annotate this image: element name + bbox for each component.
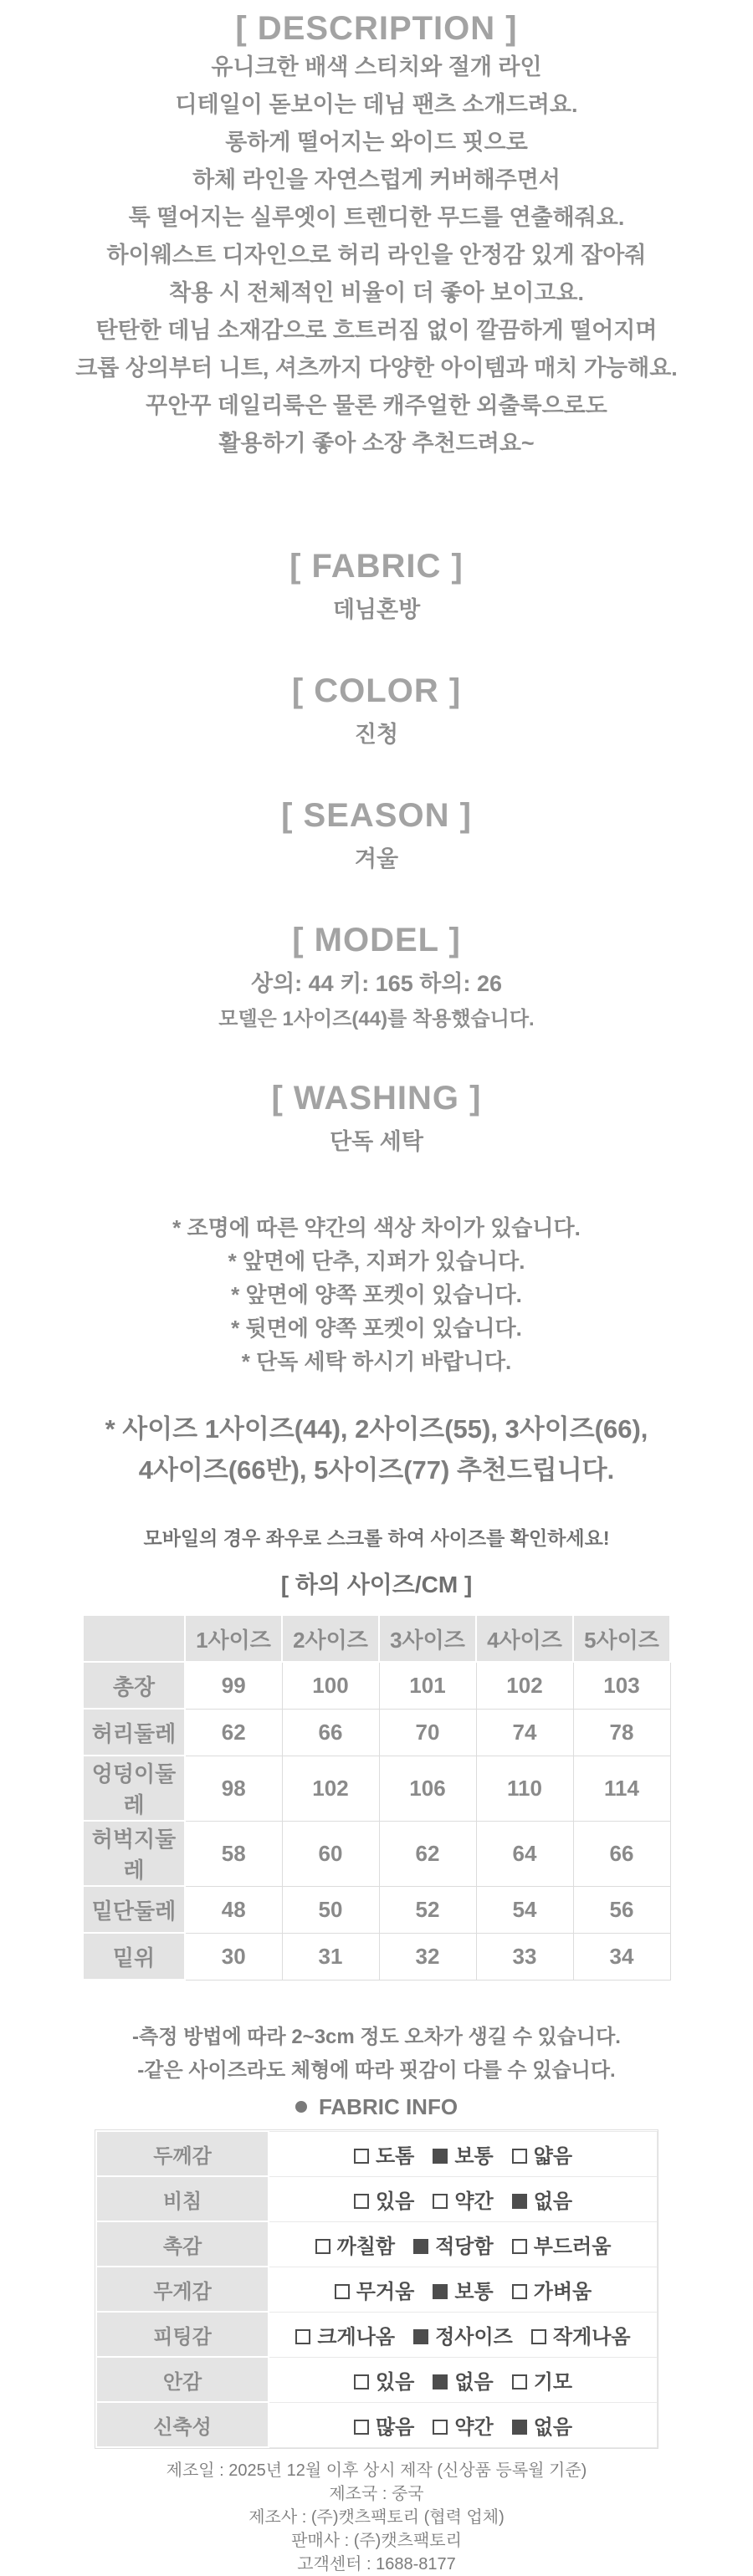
description-line: 탄탄한 데님 소재감으로 흐트러짐 없이 깔끔하게 떨어지며 [95,318,658,343]
size-table-cell: 34 [573,1933,670,1980]
size-table-row [83,1821,670,1886]
size-table-row-label: 밑단둘레 [83,1886,185,1933]
fabric-info-option-label: 약간 [454,2190,494,2213]
size-table-cell: 101 [379,1662,476,1709]
fabric-info-option [433,2371,493,2394]
size-table-row-label: 엉덩이둘레 [83,1756,185,1821]
fabric-info-option-label: 적당함 [435,2235,494,2258]
fabric-info-row [96,2131,658,2176]
manufacturing-info-line: 판매사 : (주)캣츠팩토리 [291,2532,462,2550]
checkbox-unchecked-icon [512,2284,527,2299]
fabric-info-option [315,2236,396,2258]
size-table-cell: 60 [282,1821,379,1886]
size-table-column-header: 3사이즈 [379,1615,476,1662]
fabric-info-option [531,2326,631,2349]
checkbox-unchecked-icon [433,2420,448,2435]
size-table-cell: 48 [185,1886,282,1933]
fabric-info-option [433,2190,493,2213]
fabric-info-option-label: 부드러움 [533,2235,612,2258]
care-note-line: * 앞면에 단추, 지퍼가 있습니다. [228,1249,525,1274]
fabric-title: [ FABRIC ] [289,548,464,585]
fabric-info-option-label: 크게나옴 [317,2325,396,2349]
fabric-info-row [96,2357,658,2402]
fabric-info-option-label: 정사이즈 [435,2325,513,2349]
size-table-row-label: 총장 [83,1662,185,1709]
fabric-info-options [269,2312,658,2357]
fabric-info-option-label: 있음 [375,2190,415,2213]
section-description [0,8,753,463]
fabric-info-option-label: 도톰 [375,2144,415,2168]
fabric-info-option-label: 있음 [375,2370,415,2394]
size-table-cell: 62 [379,1821,476,1886]
size-table-cell: 110 [476,1756,573,1821]
description-title: [ DESCRIPTION ] [235,10,518,47]
checkbox-unchecked-icon [512,2239,527,2254]
size-table-cell: 78 [573,1709,670,1756]
checkbox-checked-icon [413,2239,428,2254]
checkbox-unchecked-icon [354,2374,369,2389]
checkbox-checked-icon [512,2420,527,2435]
color-title: [ COLOR ] [291,672,462,709]
size-table-cell: 32 [379,1933,476,1980]
fabric-info-row-label: 두께감 [96,2131,269,2176]
checkbox-unchecked-icon [315,2239,330,2254]
description-line: 하이웨스트 디자인으로 허리 라인을 안정감 있게 잡아줘 [106,243,647,268]
description-line: 디테일이 돋보이는 데님 팬츠 소개드려요. [175,92,578,117]
care-note-line: * 앞면에 양쪽 포켓이 있습니다. [231,1282,522,1307]
description-line: 하체 라인을 자연스럽게 커버해주면서 [192,167,561,192]
description-line: 꾸안꾸 데일리룩은 물론 캐주얼한 외출룩으로도 [146,393,607,418]
description-line: 툭 떨어지는 실루엣이 트렌디한 무드를 연출해줘요. [128,205,625,230]
manufacturing-info-line: 제조일 : 2025년 12월 이후 상시 제작 (신상품 등록월 기준) [166,2461,587,2480]
fabric-info-table [95,2130,658,2448]
size-table-cell: 106 [379,1756,476,1821]
fabric-info-row-label: 신축성 [96,2402,269,2447]
season-title: [ SEASON ] [281,797,472,834]
care-notes [0,1211,753,1378]
fabric-info-option [413,2326,513,2349]
fabric-info-row [96,2267,658,2312]
fabric-info-row [96,2221,658,2267]
checkbox-unchecked-icon [512,2374,527,2389]
checkbox-unchecked-icon [295,2329,310,2344]
size-table-cell: 103 [573,1662,670,1709]
fabric-info-title [0,2093,753,2121]
size-table-cell: 99 [185,1662,282,1709]
size-table-cell: 66 [573,1821,670,1886]
fabric-info-option [433,2145,493,2168]
fabric-info-option-label: 얇음 [533,2144,573,2168]
washing-value: 단독 세탁 [330,1129,423,1154]
description-line: 롱하게 떨어지는 와이드 핏으로 [225,130,528,155]
size-table-cell: 102 [476,1662,573,1709]
fabric-info-option-label: 없음 [533,2415,573,2439]
fabric-info-row-label: 촉감 [96,2221,269,2267]
checkbox-checked-icon [433,2374,448,2389]
fabric-info-option-label: 까칠함 [336,2235,396,2258]
size-table-cell: 70 [379,1709,476,1756]
size-table-cell: 30 [185,1933,282,1980]
measure-note-line: -측정 방법에 따라 2~3cm 정도 오차가 생길 수 있습니다. [132,2026,621,2048]
model-value: 상의: 44 키: 165 하의: 26 [250,971,502,996]
fabric-info-option-label: 보통 [454,2144,494,2168]
size-table-cell: 54 [476,1886,573,1933]
size-table-cell: 58 [185,1821,282,1886]
color-value: 진청 [354,722,399,747]
size-table-column-header: 4사이즈 [476,1615,573,1662]
fabric-info-options [269,2402,658,2447]
season-value: 겨울 [354,846,399,871]
fabric-info-option-label: 없음 [533,2190,573,2213]
checkbox-unchecked-icon [433,2194,448,2209]
size-table-cell: 102 [282,1756,379,1821]
size-table [82,1614,671,1981]
washing-title: [ WASHING ] [271,1080,482,1117]
fabric-info-options [269,2131,658,2176]
size-table-column-header: 1사이즈 [185,1615,282,1662]
size-table-row [83,1756,670,1821]
fabric-info-table-wrap [95,2129,658,2449]
fabric-info-option [295,2326,395,2349]
fabric-info-option [433,2416,493,2439]
model-note: 모델은 1사이즈(44)를 착용했습니다. [218,1008,535,1030]
fabric-info-option [512,2371,572,2394]
size-table-row [83,1886,670,1933]
fabric-info-title-text: FABRIC INFO [318,2094,458,2119]
size-table-title: [ 하의 사이즈/CM ] [280,1572,473,1597]
fabric-info-option-label: 작게나옴 [552,2325,631,2349]
fabric-info-option-label: 없음 [454,2370,494,2394]
fabric-info-option-label: 많음 [375,2415,415,2439]
size-table-cell: 33 [476,1933,573,1980]
size-table-row-label: 허리둘레 [83,1709,185,1756]
description-line: 활용하기 좋아 소장 추천드려요~ [218,431,535,456]
size-table-header-row [83,1615,670,1662]
checkbox-unchecked-icon [335,2284,350,2299]
fabric-info-option [512,2416,572,2439]
fabric-info-row-label: 안감 [96,2357,269,2402]
size-table-scroll[interactable] [82,1614,671,1981]
size-table-cell: 52 [379,1886,476,1933]
fabric-info-row [96,2402,658,2447]
description-line: 유니크한 배색 스티치와 절개 라인 [211,54,542,79]
section-fabric [0,546,753,629]
section-season [0,795,753,878]
mobile-scroll-hint: 모바일의 경우 좌우로 스크롤 하여 사이즈를 확인하세요! [143,1527,610,1549]
checkbox-checked-icon [433,2149,448,2164]
fabric-info-row-label: 비침 [96,2176,269,2221]
size-table-cell: 56 [573,1886,670,1933]
size-table-cell: 114 [573,1756,670,1821]
size-table-row-label: 허벅지둘레 [83,1821,185,1886]
fabric-info-options [269,2176,658,2221]
fabric-info-option [335,2281,415,2303]
description-paragraph [0,49,753,463]
fabric-info-option-label: 보통 [454,2280,494,2303]
size-recommendation-line: 4사이즈(66반), 5사이즈(77) 추천드립니다. [138,1455,615,1485]
fabric-value: 데님혼방 [332,597,421,622]
size-table-cell: 100 [282,1662,379,1709]
manufacturing-info-line: 고객센터 : 1688-8177 [297,2555,456,2573]
fabric-info-row [96,2312,658,2357]
checkbox-unchecked-icon [354,2149,369,2164]
size-table-cell: 31 [282,1933,379,1980]
size-recommendation-line: * 사이즈 1사이즈(44), 2사이즈(55), 3사이즈(66), [105,1414,648,1444]
section-washing [0,1078,753,1161]
fabric-info-option [354,2190,414,2213]
description-line: 크롭 상의부터 니트, 셔츠까지 다양한 아이템과 매치 가능해요. [75,355,678,381]
size-table-corner-cell [83,1615,185,1662]
fabric-info-row [96,2176,658,2221]
size-table-row [83,1933,670,1980]
size-table-row [83,1662,670,1709]
fabric-info-option [433,2281,493,2303]
fabric-info-options [269,2357,658,2402]
measure-note-line: -같은 사이즈라도 체형에 따라 핏감이 다를 수 있습니다. [137,2059,616,2082]
checkbox-unchecked-icon [354,2420,369,2435]
size-table-row [83,1709,670,1756]
care-note-line: * 조명에 따른 약간의 색상 차이가 있습니다. [172,1215,581,1240]
fabric-info-option [512,2236,612,2258]
care-note-line: * 뒷면에 양쪽 포켓이 있습니다. [231,1316,522,1341]
fabric-info-options [269,2267,658,2312]
checkbox-unchecked-icon [512,2149,527,2164]
size-table-column-header: 5사이즈 [573,1615,670,1662]
size-table-cell: 50 [282,1886,379,1933]
manufacturing-info-line: 제조국 : 중국 [329,2485,424,2503]
fabric-info-option [413,2236,494,2258]
size-recommendation [0,1408,753,1490]
fabric-info-option [354,2416,414,2439]
fabric-info-option [354,2145,414,2168]
manufacturing-info-line: 제조사 : (주)캣츠팩토리 (협력 업체) [248,2508,505,2527]
care-note-line: * 단독 세탁 하시기 바랍니다. [241,1349,512,1374]
fabric-info-option-label: 가벼움 [533,2280,592,2303]
checkbox-checked-icon [433,2284,448,2299]
checkbox-checked-icon [413,2329,428,2344]
manufacturing-info [0,2459,753,2576]
section-model [0,920,753,1036]
fabric-info-option-label: 기모 [533,2370,573,2394]
checkbox-checked-icon [512,2194,527,2209]
size-table-cell: 98 [185,1756,282,1821]
fabric-info-option-label: 무거움 [356,2280,415,2303]
fabric-info-options [269,2221,658,2267]
size-table-cell: 62 [185,1709,282,1756]
fabric-info-row-label: 피팅감 [96,2312,269,2357]
measure-notes [0,2021,753,2088]
fabric-info-option [354,2371,414,2394]
size-table-cell: 66 [282,1709,379,1756]
fabric-info-option [512,2281,592,2303]
checkbox-unchecked-icon [531,2329,546,2344]
fabric-info-row-label: 무게감 [96,2267,269,2312]
fabric-info-option [512,2145,572,2168]
section-color [0,671,753,754]
model-title: [ MODEL ] [292,922,461,958]
bullet-icon [295,2101,307,2113]
size-table-cell: 64 [476,1821,573,1886]
size-table-cell: 74 [476,1709,573,1756]
checkbox-unchecked-icon [354,2194,369,2209]
description-line: 착용 시 전체적인 비율이 더 좋아 보이고요. [169,280,584,305]
fabric-info-option-label: 약간 [454,2415,494,2439]
fabric-info-option [512,2190,572,2213]
size-table-row-label: 밑위 [83,1933,185,1980]
size-table-column-header: 2사이즈 [282,1615,379,1662]
